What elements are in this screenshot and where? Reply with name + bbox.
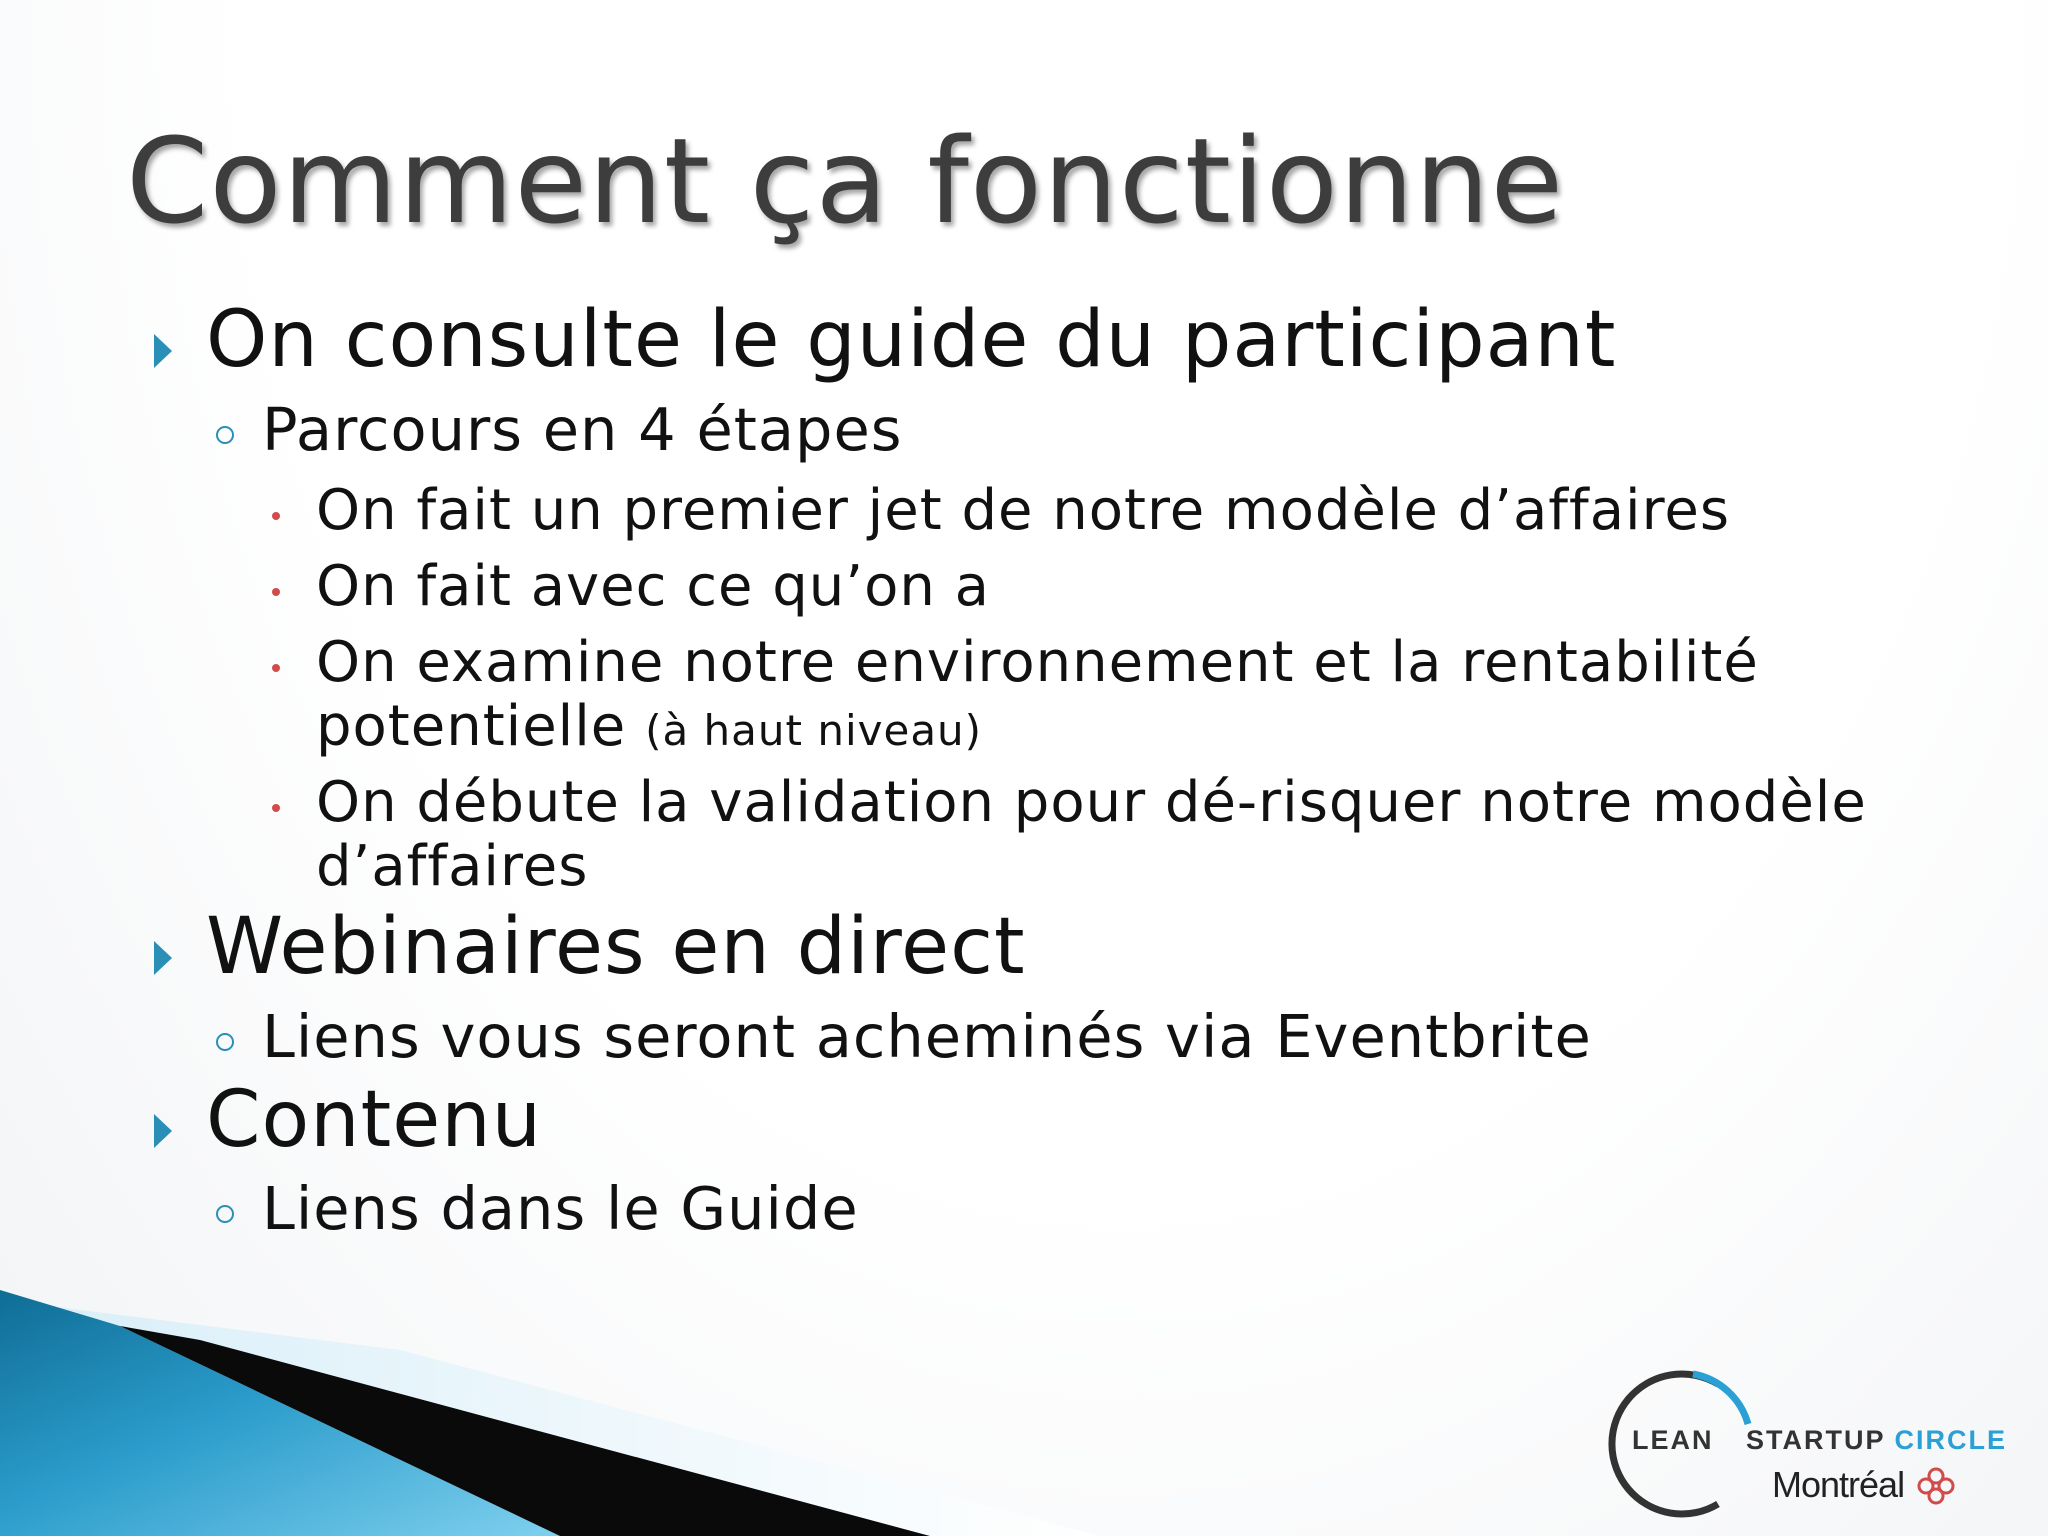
bullet-level3: On fait un premier jet de notre modèle d’affaires <box>316 478 1731 543</box>
logo-montreal: Montréal <box>1772 1464 1905 1505</box>
montreal-flower-icon <box>1916 1466 1956 1506</box>
bullet-level2: Liens vous seront acheminés via Eventbrite <box>262 1002 1592 1071</box>
logo-startup: STARTUP <box>1746 1425 1886 1455</box>
bullet-level3-text: potentielle <box>316 694 627 759</box>
bullet-level1: Webinaires en direct <box>206 902 1026 992</box>
bullet-level3: On fait avec ce qu’on a <box>316 554 990 619</box>
bullet-level3: On débute la validation pour dé-risquer notre modèle <box>316 770 1867 835</box>
bullet-level1: On consulte le guide du participant <box>206 295 1617 385</box>
bullet-level3: On examine notre environnement et la rentabilité <box>316 630 1759 695</box>
bullet-level2: Parcours en 4 étapes <box>262 395 903 464</box>
logo-lean: LEAN <box>1632 1425 1714 1455</box>
logo-circle: CIRCLE <box>1894 1425 2008 1455</box>
bullet-level3-continuation: d’affaires <box>316 834 589 899</box>
bullet-level2: Liens dans le Guide <box>262 1174 859 1243</box>
slide-title: Comment ça fonctionne <box>126 112 1565 250</box>
bullet-level3-note: (à haut niveau) <box>645 706 983 755</box>
logo-startup-circle <box>1746 1425 2007 1456</box>
bullet-level1: Contenu <box>206 1075 543 1165</box>
